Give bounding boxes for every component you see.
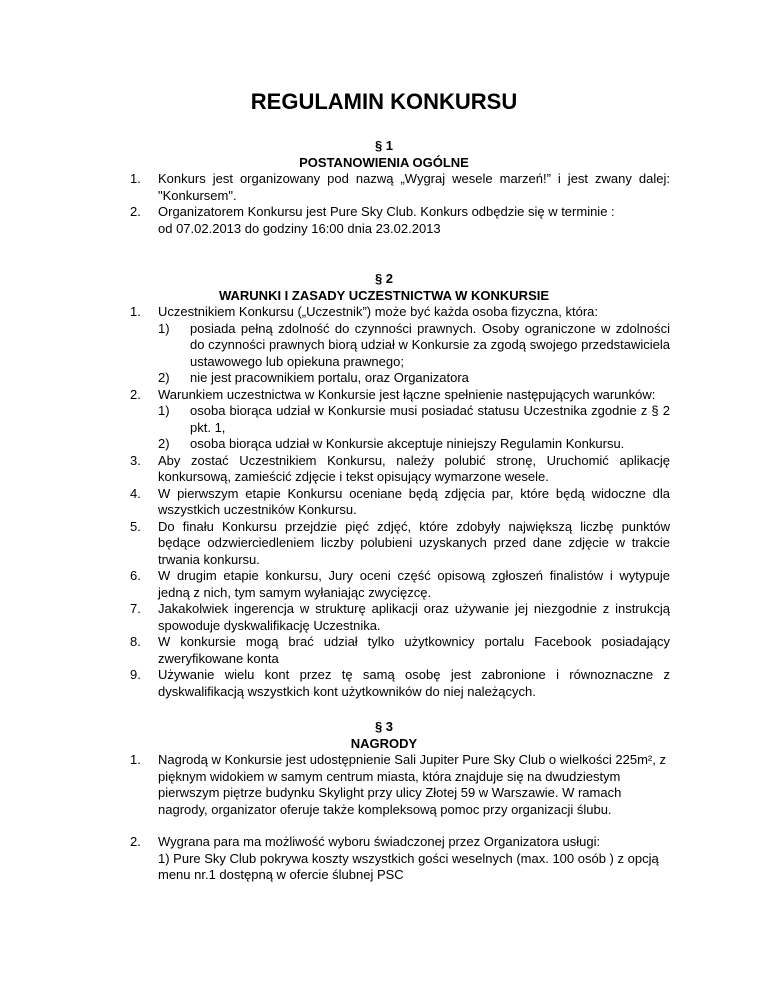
list-item [0, 387, 670, 404]
sub-item-number: 2) [158, 436, 170, 451]
sub-list-item [0, 370, 670, 387]
sub-list-item [0, 436, 670, 453]
list-item [0, 204, 670, 237]
sub-item-text: osoba biorąca udział w Konkursie akceptuje niniejszy Regulamin Konkursu. [190, 436, 625, 451]
sub-item-text: osoba biorąca udział w Konkursie musi posiadać statusu Uczestnika zgodnie z § 2 pkt. 1, [190, 403, 670, 435]
sub-list-item [0, 403, 670, 436]
item-text: Warunkiem uczestnictwa w Konkursie jest łączne spełnienie następujących warunków: [158, 386, 656, 402]
item-number: 2. [130, 386, 141, 402]
item-text: Organizatorem Konkursu jest Pure Sky Club. Konkurs odbędzie się w terminie : [158, 204, 615, 219]
item-text: Uczestnikiem Konkursu („Uczestnik”) może być każda osoba fizyczna, która: [158, 304, 598, 319]
list-item [0, 568, 670, 601]
item-text: Konkurs jest organizowany pod nazwą „Wygraj wesele marzeń!” i jest zwany dalej: "Konkursem". [158, 171, 670, 203]
section-1-sign: § 1 [374, 138, 394, 153]
section-2-sign: § 2 [374, 271, 394, 286]
item-number: 7. [130, 601, 141, 616]
item-number: 2. [130, 834, 141, 849]
section-1 [0, 138, 768, 237]
list-item [0, 304, 670, 321]
list-item [0, 667, 670, 700]
list-item [0, 453, 670, 486]
item-text: Jakakolwiek ingerencja w strukturę aplikacji oraz używanie jej niezgodnie z instrukcją spowoduje dyskwalifikację Uczestnika. [158, 601, 670, 633]
item-text-line: nagrody, organizator oferuje także kompleksową pomoc przy organizacji ślubu. [158, 801, 612, 817]
sub-item-text: nie jest pracownikiem portalu, oraz Organizatora [190, 370, 469, 385]
item-text: W konkursie mogą brać udział tylko użytkownicy portalu Facebook posiadający zweryfikowane konta [158, 634, 670, 666]
list-item [0, 634, 670, 667]
item-number: 2. [130, 204, 141, 219]
item-number: 1. [130, 171, 141, 186]
list-item [0, 752, 670, 818]
item-number: 1. [130, 304, 141, 319]
section-1-heading: POSTANOWIENIA OGÓLNE [299, 154, 469, 170]
document-title: REGULAMIN KONKURSU [250, 89, 518, 114]
item-text: W pierwszym etapie Konkursu oceniane będą zdjęcia par, które będą widoczne dla wszystkich uczestników Konkursu. [158, 485, 670, 517]
item-number: 3. [130, 452, 141, 468]
item-text-line: Nagrodą w Konkursie jest udostępnienie Sali Jupiter Pure Sky Club o wielkości 225m², z [158, 752, 666, 767]
list-item [0, 486, 670, 519]
item-number: 9. [130, 667, 141, 682]
item-text: Do finału Konkursu przejdzie pięć zdjęć, które zdobyły największą liczbę punktów będące odzwierciedleniem liczby polubieni uzyskanych przed dane zdjęcie w trakcie trwania konkursu. [158, 518, 670, 567]
sub-list-item [0, 321, 670, 371]
sub-item-number: 1) [158, 320, 170, 336]
item-text: Używanie wielu kont przez tę samą osobę jest zabronione i równoznaczne z dyskwalifikacją wszystkich kont użytkowników do niej należących. [158, 667, 670, 699]
sub-item-text: posiada pełną zdolność do czynności prawnych. Osoby ograniczone w zdolności do czynności prawnych biorą udział w Konkursie za zgodą swojego przedstawiciela ustawowego lub opiekuna prawnego; [190, 320, 670, 369]
item-number: 5. [130, 518, 141, 534]
item-number: 1. [130, 752, 141, 767]
sub-item-number: 2) [158, 370, 170, 385]
item-sub-line: menu nr.1 dostępną w ofercie ślubnej PSC [158, 867, 404, 882]
list-item [0, 171, 670, 204]
item-text-line: pięknym widokiem w samym centrum miasta, która znajduje się na dwudziestym [158, 768, 621, 784]
section-3-sign: § 3 [374, 719, 394, 734]
item-number: 4. [130, 485, 141, 501]
list-item [0, 519, 670, 569]
item-number: 6. [130, 568, 141, 583]
section-3-heading: NAGRODY [350, 735, 418, 751]
section-2-heading: WARUNKI I ZASADY UCZESTNICTWA W KONKURSIE [218, 287, 550, 303]
item-text-date: od 07.02.2013 do godziny 16:00 dnia 23.02.2013 [158, 220, 441, 236]
item-sub-line: 1) Pure Sky Club pokrywa koszty wszystkich gości weselnych (max. 100 osób ) z opcją [158, 850, 659, 866]
item-text: W drugim etapie konkursu, Jury oceni część opisową zgłoszeń finalistów i wytypuje jedną z nich, tym samym wyłaniając zwycięzcę. [158, 568, 670, 600]
list-item [0, 601, 670, 634]
item-text-line: Wygrana para ma możliwość wyboru świadczonej przez Organizatora usługi: [158, 834, 601, 849]
paragraph-gap [0, 818, 768, 834]
section-3 [0, 719, 768, 884]
item-text: Aby zostać Uczestnikiem Konkursu, należy polubić stronę, Uruchomić aplikację konkursową, zamieścić zdjęcie i tekst opisujący wymarzone wesele. [158, 452, 670, 484]
section-2 [0, 271, 768, 700]
sub-item-number: 1) [158, 403, 170, 418]
item-number: 8. [130, 634, 141, 649]
item-text-line: pierwszym piętrze budynku Skylight przy ulicy Złotej 59 w Warszawie. W ramach [158, 785, 622, 800]
list-item [0, 834, 670, 884]
